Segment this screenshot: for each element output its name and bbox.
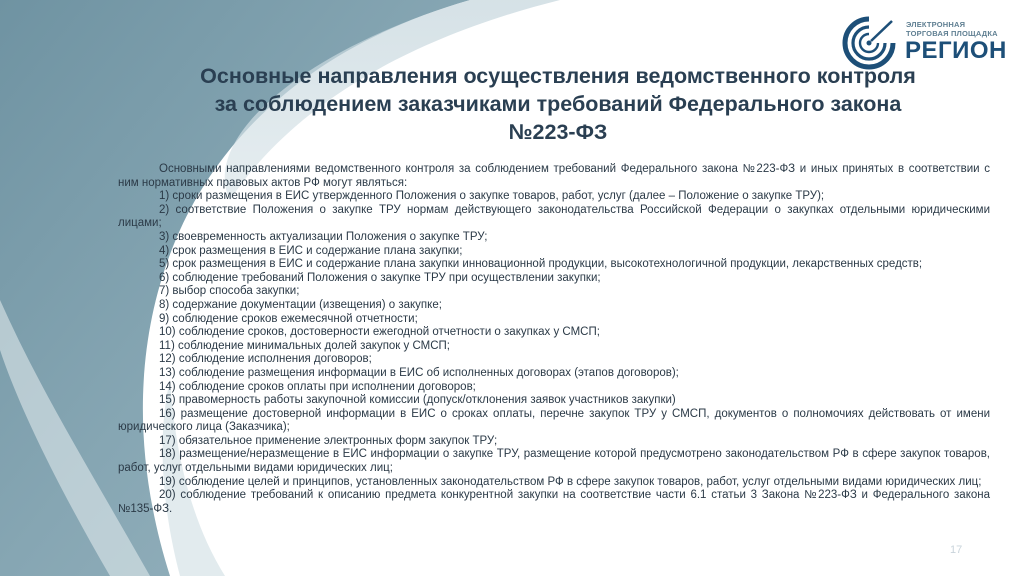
title-line: Основные направления осуществления ведомственного контроля (200, 64, 916, 88)
list-item: 11) соблюдение минимальных долей закупок у СМСП; (159, 339, 451, 352)
logo-name: РЕГИОН (905, 37, 1007, 64)
list-item: 10) соблюдение сроков, достоверности ежегодной отчетности о закупках у СМСП; (159, 326, 600, 339)
page-number: 17 (950, 544, 963, 556)
list-item: 6) соблюдение требований Положения о закупке ТРУ при осуществлении закупки; (159, 271, 601, 284)
list-item: 3) своевременность актуализации Положения о закупке ТРУ; (159, 230, 488, 243)
title-line: №223-ФЗ (508, 120, 608, 144)
list-item: 2) соответствие Положения о закупке ТРУ нормам действующего законодательства Российской Федерации о закупках отдельными юридическими лицами; (118, 203, 990, 230)
list-item: 12) соблюдение исполнения договоров; (159, 353, 372, 366)
list-item: 17) обязательное применение электронных форм закупок ТРУ; (159, 434, 498, 447)
list-item: 18) размещение/неразмещение в ЕИС информации о закупке ТРУ, размещение которой предусмотрено законодательством РФ в сфере закупок товаров, работ, услуг отдельными видами юридических лиц; (118, 448, 990, 475)
list-item: 4) срок размещения в ЕИС и содержание плана закупки; (159, 244, 463, 257)
list-item: 8) содержание документации (извещения) о закупке; (159, 298, 442, 311)
logo-subtitle-line2: ТОРГОВАЯ ПЛОЩАДКА (906, 29, 998, 38)
list-item: 20) соблюдение требований к описанию предмета конкурентной закупки на соответствие части 6.1 статьи 3 Закона №223-ФЗ и Федерального закона №135-ФЗ. (118, 489, 990, 515)
list-item: 15) правомерность работы закупочной комиссии (допуск/отклонения заявок участников закупки) (159, 394, 676, 407)
logo-subtitle-line1: ЭЛЕКТРОННАЯ (906, 20, 966, 29)
list-item: 19) соблюдение целей и принципов, установленных законодательством РФ в сфере закупок товаров, работ, услуг отдельными видами юридических лиц; (159, 475, 982, 488)
list-item: 16) размещение достоверной информации в ЕИС о сроках оплаты, перечне закупок ТРУ у СМСП, документов о полномочиях действовать от имени юридического лица (Заказчика); (118, 407, 990, 434)
list-item: 1) сроки размещения в ЕИС утвержденного Положения о закупке товаров, работ, услуг (далее – Положение о закупке ТРУ); (159, 190, 825, 203)
body-text (118, 163, 990, 516)
list-item: 9) соблюдение сроков ежемесячной отчетности; (159, 312, 418, 325)
intro-paragraph: Основными направлениями ведомственного контроля за соблюдением требований Федерального закона №223-ФЗ и иных принятых в соответствии с ним нормативных правовых актов РФ могут являться: (118, 163, 990, 189)
list-item: 14) соблюдение сроков оплаты при исполнении договоров; (159, 380, 476, 393)
list-item: 13) соблюдение размещения информации в ЕИС об исполненных договорах (этапов договоров); (159, 366, 679, 379)
list-item: 7) выбор способа закупки; (159, 285, 300, 298)
slide-title (118, 62, 998, 146)
title-line: за соблюдением заказчиками требований Федерального закона (214, 92, 902, 116)
list-item: 5) срок размещения в ЕИС и содержание плана закупки инновационной продукции, высокотехнологичной продукции, лекарственных средств; (159, 258, 923, 271)
